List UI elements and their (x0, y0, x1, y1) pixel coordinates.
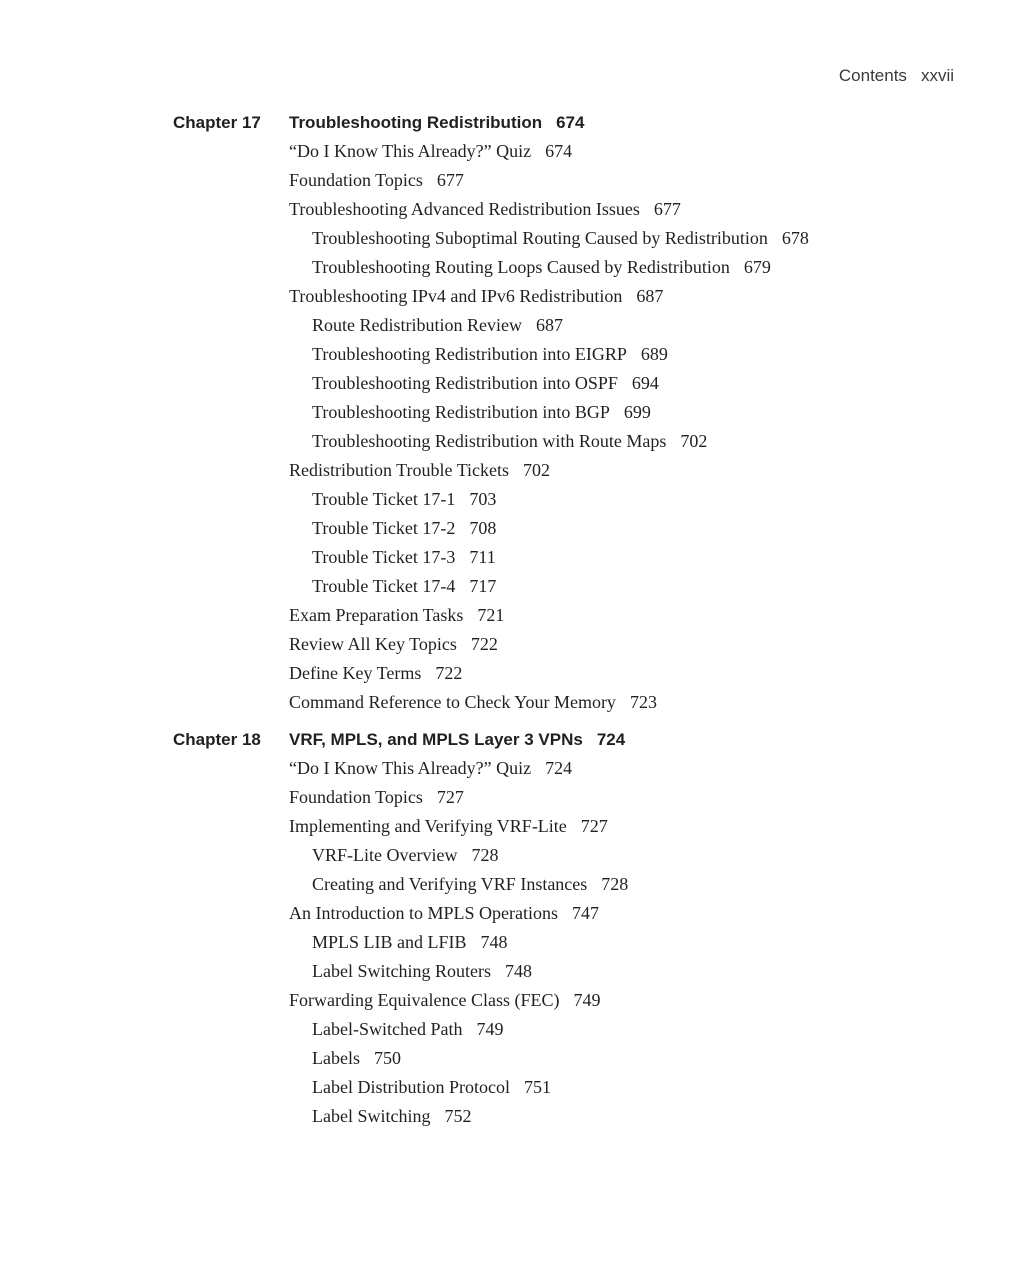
chapter-label: Chapter 18 (173, 730, 261, 749)
toc-entry[interactable] (0, 427, 1024, 456)
toc-entry-title: Foundation Topics (289, 170, 423, 190)
toc-entry-page-number: 727 (580, 816, 608, 836)
toc-entry-title: Review All Key Topics (289, 634, 457, 654)
toc-entry[interactable] (0, 543, 1024, 572)
toc-entry-title: Label Switching Routers (312, 961, 491, 981)
toc-entry-title: MPLS LIB and LFIB (312, 932, 467, 952)
chapter-18-entries (0, 754, 1024, 1131)
toc-entry-page-number: 677 (653, 199, 681, 219)
toc-entry[interactable] (0, 754, 1024, 783)
running-head-section: Contents (838, 66, 907, 85)
toc-entry-page-number: 717 (469, 576, 497, 596)
chapter-label: Chapter 17 (173, 113, 261, 132)
chapter-heading (0, 725, 1024, 754)
toc-entry-page-number: 689 (640, 344, 668, 364)
toc-entry-title: VRF-Lite Overview (312, 845, 458, 865)
toc-entry[interactable] (0, 783, 1024, 812)
toc-entry-page-number: 708 (469, 518, 497, 538)
toc-entry[interactable] (0, 688, 1024, 717)
toc-entry-title: Label-Switched Path (312, 1019, 463, 1039)
toc-entry-title: Troubleshooting Routing Loops Caused by Redistribution (312, 257, 730, 277)
toc-entry[interactable] (0, 398, 1024, 427)
toc-entry-title: Label Switching (312, 1106, 431, 1126)
chapter-title: Troubleshooting Redistribution (289, 113, 543, 132)
toc-entry-page-number: 728 (471, 845, 499, 865)
toc-entry-page-number: 703 (469, 489, 497, 509)
toc-entry[interactable] (0, 311, 1024, 340)
toc-entry-page-number: 711 (469, 547, 496, 567)
toc-entry[interactable] (0, 812, 1024, 841)
toc-entry-title: Foundation Topics (289, 787, 423, 807)
toc-entry-title: Route Redistribution Review (312, 315, 522, 335)
chapter-17-entries (0, 137, 1024, 717)
toc-entry[interactable] (0, 1044, 1024, 1073)
toc-entry-title: Troubleshooting Suboptimal Routing Caused by Redistribution (312, 228, 768, 248)
toc-entry-page-number: 749 (476, 1019, 504, 1039)
toc-entry-page-number: 694 (631, 373, 659, 393)
toc-entry-page-number: 748 (504, 961, 532, 981)
toc-entry-title: Forwarding Equivalence Class (FEC) (289, 990, 560, 1010)
toc-entry-title: Troubleshooting Redistribution with Route Maps (312, 431, 667, 451)
toc-entry-page-number: 749 (573, 990, 601, 1010)
toc-entry-page-number: 722 (470, 634, 498, 654)
chapter-title-link[interactable] (289, 108, 584, 137)
toc-entry-page-number: 677 (436, 170, 464, 190)
toc-entry[interactable] (0, 195, 1024, 224)
toc-entry[interactable] (0, 456, 1024, 485)
toc-entry-page-number: 702 (523, 460, 551, 480)
toc-entry-title: Redistribution Trouble Tickets (289, 460, 510, 480)
toc-entry-title: “Do I Know This Already?” Quiz (289, 758, 532, 778)
toc-entry[interactable] (0, 1073, 1024, 1102)
toc-entry-title: Troubleshooting Advanced Redistribution Issues (289, 199, 640, 219)
toc-entry-title: Label Distribution Protocol (312, 1077, 510, 1097)
toc-entry-title: “Do I Know This Already?” Quiz (289, 141, 532, 161)
toc-entry[interactable] (0, 514, 1024, 543)
toc-entry-page-number: 747 (571, 903, 599, 923)
running-head (839, 66, 954, 86)
toc-entry[interactable] (0, 957, 1024, 986)
chapter-page-number: 724 (596, 730, 626, 749)
toc-entry-page-number: 750 (373, 1048, 401, 1068)
toc-entry[interactable] (0, 899, 1024, 928)
toc-entry[interactable] (0, 485, 1024, 514)
toc-entry-page-number: 679 (743, 257, 771, 277)
toc-entry[interactable] (0, 572, 1024, 601)
chapter-heading (0, 108, 1024, 137)
toc-entry-page-number: 721 (477, 605, 505, 625)
chapter-title: VRF, MPLS, and MPLS Layer 3 VPNs (289, 730, 583, 749)
toc-entry-title: Labels (312, 1048, 360, 1068)
toc-entry[interactable] (0, 841, 1024, 870)
toc-entry[interactable] (0, 137, 1024, 166)
toc-entry-title: Command Reference to Check Your Memory (289, 692, 616, 712)
toc-entry-title: Trouble Ticket 17-3 (312, 547, 456, 567)
toc-entry-title: Troubleshooting Redistribution into EIGRP (312, 344, 627, 364)
chapter-title-link[interactable] (289, 725, 625, 754)
toc-entry-title: Troubleshooting Redistribution into BGP (312, 402, 610, 422)
toc-entry[interactable] (0, 870, 1024, 899)
running-head-page-number: xxvii (920, 66, 954, 85)
toc-entry[interactable] (0, 659, 1024, 688)
toc-entry[interactable] (0, 282, 1024, 311)
toc-entry-page-number: 751 (523, 1077, 551, 1097)
toc-entry-title: Trouble Ticket 17-4 (312, 576, 456, 596)
toc-entry-page-number: 722 (435, 663, 463, 683)
toc-entry[interactable] (0, 369, 1024, 398)
toc-entry-title: Define Key Terms (289, 663, 422, 683)
toc-entry-page-number: 699 (623, 402, 651, 422)
toc-entry-title: Troubleshooting IPv4 and IPv6 Redistribution (289, 286, 623, 306)
toc-entry-page-number: 687 (636, 286, 664, 306)
toc-entry-page-number: 702 (680, 431, 708, 451)
toc-entry-title: Exam Preparation Tasks (289, 605, 464, 625)
toc-entry-title: Trouble Ticket 17-1 (312, 489, 456, 509)
toc-entry-page-number: 724 (545, 758, 573, 778)
toc-entry-page-number: 723 (629, 692, 657, 712)
toc-entry[interactable] (0, 224, 1024, 253)
toc-entry-title: Creating and Verifying VRF Instances (312, 874, 588, 894)
toc-entry-page-number: 687 (535, 315, 563, 335)
toc-entry-page-number: 678 (781, 228, 809, 248)
toc-entry[interactable] (0, 601, 1024, 630)
toc-entry-page-number: 728 (601, 874, 629, 894)
toc-entry[interactable] (0, 166, 1024, 195)
chapter-page-number: 674 (556, 113, 585, 132)
toc-entry-page-number: 727 (436, 787, 464, 807)
toc-entry[interactable] (0, 1102, 1024, 1131)
toc-entry[interactable] (0, 928, 1024, 957)
toc-entry-page-number: 674 (545, 141, 573, 161)
toc-entry-title: Implementing and Verifying VRF-Lite (289, 816, 567, 836)
toc-entry[interactable] (0, 1015, 1024, 1044)
toc-entry-title: Troubleshooting Redistribution into OSPF (312, 373, 618, 393)
toc-entry-page-number: 752 (444, 1106, 472, 1126)
toc-entry-title: An Introduction to MPLS Operations (289, 903, 558, 923)
toc-entry[interactable] (0, 340, 1024, 369)
toc-entry[interactable] (0, 630, 1024, 659)
toc-entry-page-number: 748 (480, 932, 508, 952)
toc-entry-title: Trouble Ticket 17-2 (312, 518, 456, 538)
toc-entry[interactable] (0, 253, 1024, 282)
toc-entry[interactable] (0, 986, 1024, 1015)
